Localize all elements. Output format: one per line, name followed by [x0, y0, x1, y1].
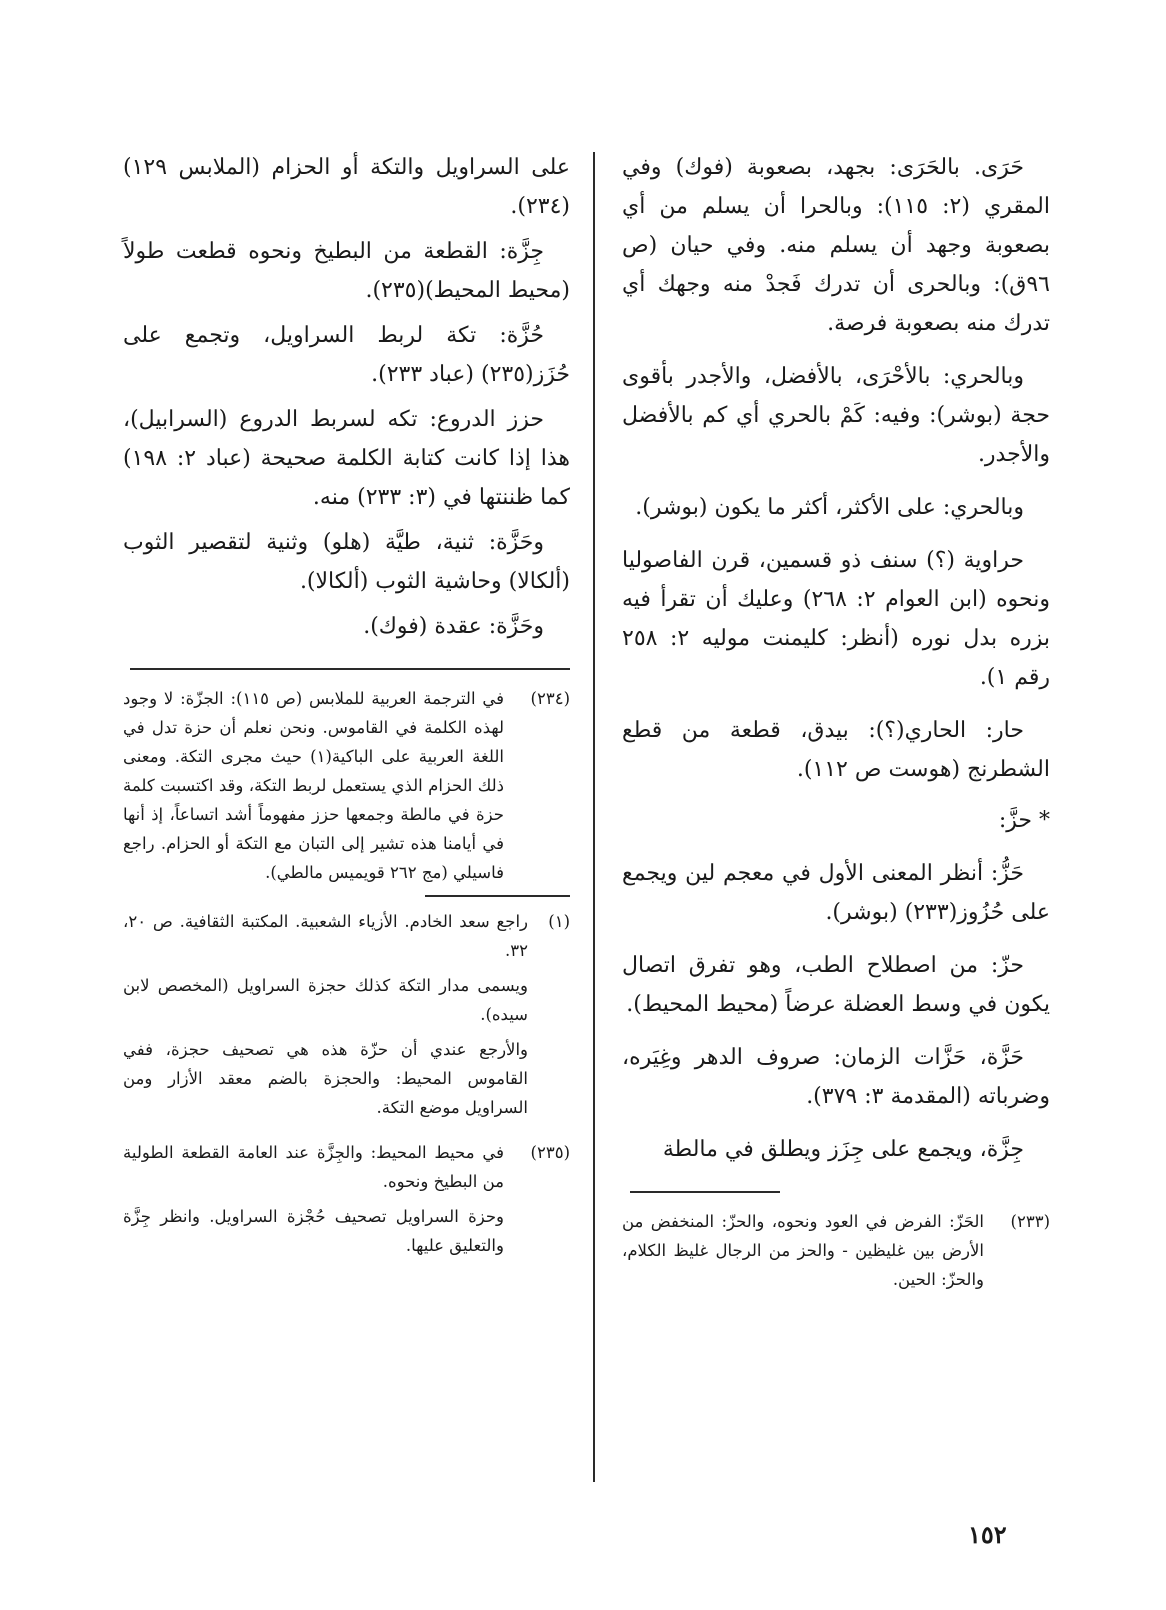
- footnote-paragraph: والأرجع عندي أن حزّة هذه هي تصحيف حجزة، ففي القاموس المحيط: والحجزة بالضم معقد الأزار ومن السراويل موضع التكة.: [123, 1040, 528, 1117]
- entry-hazza-knot: وحَزَّة: عقدة (فوك).: [363, 614, 544, 639]
- subnote-1: [123, 907, 570, 1128]
- left-column: [123, 148, 570, 1274]
- footnote-separator: [130, 668, 570, 670]
- entry-har: حار: الحاري(؟): بيدق، قطعة من قطع الشطرنج (هوست ص ١١٢).: [622, 718, 1050, 782]
- footnote-paragraph: وحزة السراويل تصحيف حُجْزة السراويل. وانظر جِزَّة والتعليق عليها.: [123, 1207, 504, 1255]
- footnote-233: [622, 1207, 1050, 1294]
- footnote-number: (٢٣٣): [1010, 1212, 1050, 1231]
- footnote-text: الحَزّ: الفرض في العود ونحوه، والحزّ: المنخفض من الأرض بين غليظين - والحز من الرجال غليظ الكلام، والحزّ: الحين.: [622, 1212, 984, 1289]
- entry-hazz-medical: حزّ: من اصطلاح الطب، وهو تفرق اتصال يكون في وسط العضلة عرضاً (محيط المحيط).: [622, 953, 1050, 1017]
- footnote-text: في الترجمة العربية للملابس (ص ١١٥): الجزّة: لا وجود لهذه الكلمة في القاموس. ونحن نعلم أن حزة تدل في اللغة العربية على الباكية(١) حيث مجرى التكة. ومعنى ذلك الحزام الذي يستعمل لربط التكة، وقد اكتسبت كلمة حزة في مالطة وجمعها حزز مفهوماً أشد اتساعاً، إذ أنها في أيامنا هذه تشير إلى التبان مع التكة أو الحزام. راجع فاسيلي (مج ٢٦٢ قويميس مالطي).: [123, 689, 504, 882]
- entry-jizza: جِزَّة، ويجمع على جِزَز ويطلق في مالطة: [662, 1137, 1024, 1162]
- footnote-paragraph: راجع سعد الخادم. الأزياء الشعبية. المكتبة الثقافية. ص ٢٠، ٣٢.: [123, 912, 528, 960]
- entry-harawiya: حراوية (؟) سنف ذو قسمين، قرن الفاصوليا ونحوه (ابن العوام ٢: ٢٦٨) وعليك أن تقرأ فيه بزره بدل نوره (أنظر: كليمنت موليه ٢: ٢٥٨ رقم ١).: [622, 548, 1050, 690]
- column-divider: [593, 152, 595, 1482]
- right-column: [622, 148, 1050, 1302]
- footnote-235: [123, 1138, 570, 1266]
- footnote-number: (٢٣٤): [530, 689, 570, 708]
- footnote-number: (١): [548, 912, 570, 931]
- footnote-body: [123, 907, 528, 1128]
- entry-continuation: على السراويل والتكة أو الحزام (الملابس ١٢٩)(٢٣٤).: [123, 155, 570, 219]
- page-number: ١٥٢: [968, 1520, 1007, 1549]
- footnote-paragraph: في محيط المحيط: والجِزَّة عند العامة القطعة الطولية من البطيخ ونحوه.: [123, 1143, 504, 1191]
- entry-huzza: حُزَّة: تكة لربط السراويل، وتجمع على حُزَز(٢٣٥) (عباد ٢٣٣).: [123, 323, 570, 387]
- entry-hazza-fold: وحَزَّة: ثنية، طيَّة (هلو) وثنية لتقصير الثوب (ألكالا) وحاشية الثوب (ألكالا).: [123, 530, 570, 594]
- entry-bilhari-afdal: وبالحري: بالأحْرَى، بالأفضل، والأجدر بأقوى حجة (بوشر): وفيه: كَمْ بالحري أي كم بالأفضل والأجدر.: [622, 364, 1050, 467]
- footnote-body: [123, 1138, 504, 1266]
- entry-hazza-zaman: حَزَّة، حَزَّات الزمان: صروف الدهر وغِيَره، وضرباته (المقدمة ٣: ٣٧٩).: [622, 1045, 1050, 1109]
- footnote-number: (٢٣٥): [530, 1143, 570, 1162]
- entry-bilhari-akthar: وبالحري: على الأكثر، أكثر ما يكون (بوشر).: [635, 495, 1024, 520]
- entry-jizza-melon: جِزَّة: القطعة من البطيخ ونحوه قطعت طولاً (محيط المحيط)(٢٣٥).: [123, 239, 570, 303]
- footnote-paragraph: ويسمى مدار التكة كذلك حجزة السراويل (المخصص لابن سيده).: [123, 976, 528, 1024]
- footnote-234: [123, 684, 570, 887]
- entry-hara: حَرَى. بالحَرَى: بجهد، بصعوبة (فوك) وفي المقري (٢: ١١٥): وبالحرا أن يسلم من أي بصعوبة وجهد أن يسلم منه. وفي حيان (ص ٩٦ق): وبالحرى أن تدرك فَجدْ منه وجهك أي تدرك منه بصعوبة فرصة.: [622, 155, 1050, 336]
- entry-hazz: حَزُّ: أنظر المعنى الأول في معجم لين ويجمع على حُزُوز(٢٣٣) (بوشر).: [622, 861, 1050, 925]
- root-heading-hazza: * حزَّ:: [998, 808, 1050, 833]
- subnote-separator: [425, 895, 570, 897]
- entry-hizaz-duru: حزز الدروع: تكه لسربط الدروع (السرابيل)، هذا إذا كانت كتابة الكلمة صحيحة (عباد ٢: ١٩٨) كما ظننتها في (٣: ٢٣٣) منه.: [123, 407, 571, 510]
- footnote-separator: [630, 1191, 780, 1193]
